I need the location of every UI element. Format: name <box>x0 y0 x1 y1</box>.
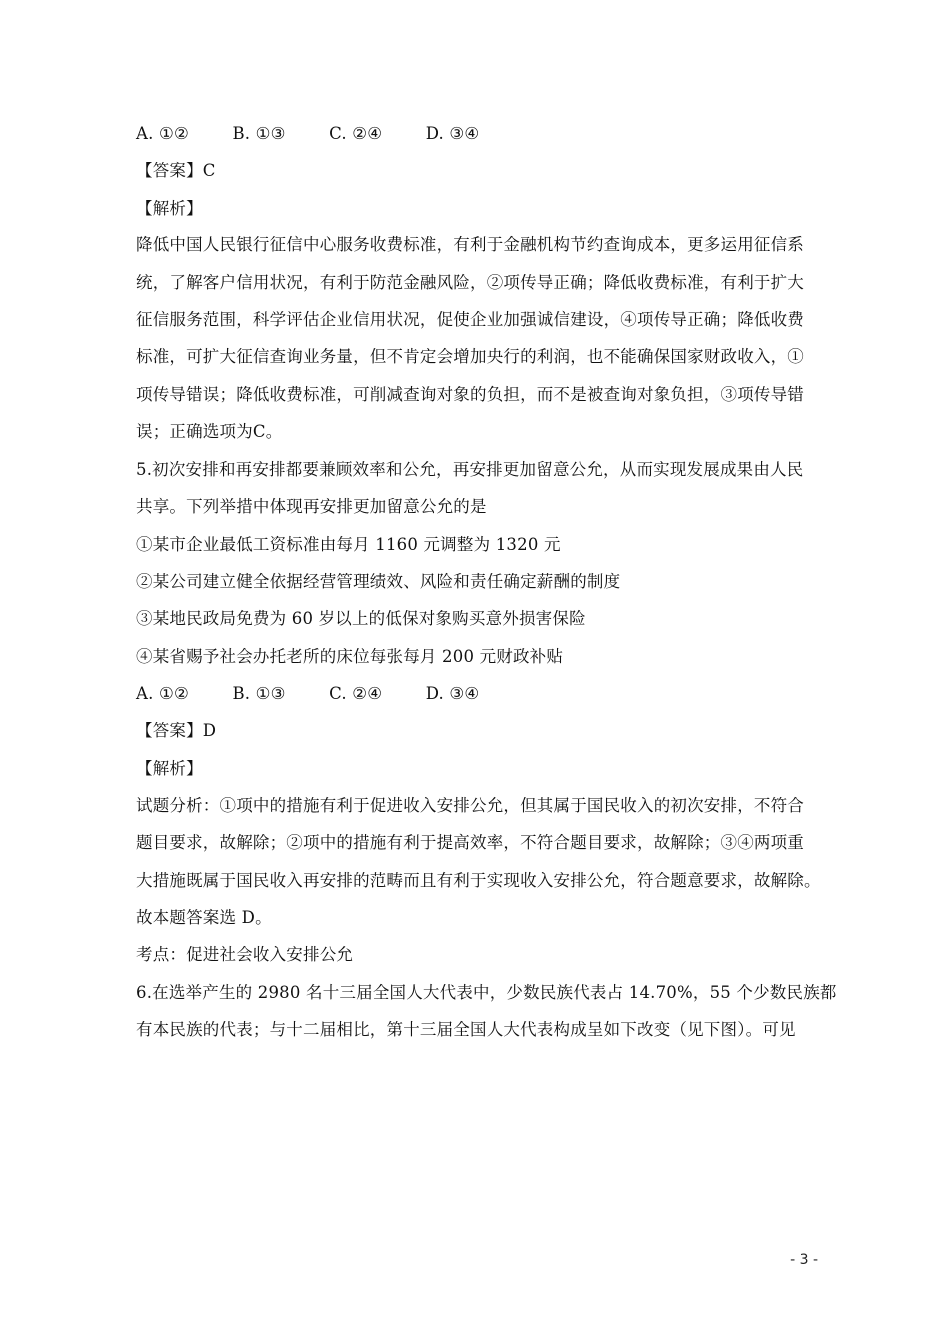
q5-options <box>136 684 826 704</box>
q6-stem-line: 6.在选举产生的 2980 名十三届全国人大代表中，少数民族代表占 14.70%，55 个少数民族都 <box>136 983 837 1002</box>
q4-analysis-line: 征信服务范围，科学评估企业信用状况，促使企业加强诚信建设，④项传导正确；降低收费 <box>136 310 804 329</box>
q4-analysis-label: 【解析】 <box>136 199 203 218</box>
q5-kaodian: 考点：促进社会收入安排公允 <box>136 945 354 964</box>
q4-answer: 【答案】C <box>136 161 216 180</box>
q5-option-c: C. ②④ <box>329 684 383 703</box>
q5-analysis-label: 【解析】 <box>136 759 203 778</box>
q5-item: ③某地民政局免费为 60 岁以上的低保对象购买意外损害保险 <box>136 609 586 628</box>
q4-option-b: B. ①③ <box>232 124 286 143</box>
q5-option-b: B. ①③ <box>232 684 286 703</box>
q5-stem-line: 5.初次安排和再安排都要兼顾效率和公允，再安排更加留意公允，从而实现发展成果由人民 <box>136 460 804 479</box>
q5-answer: 【答案】D <box>136 721 217 740</box>
q5-option-a: A. ①② <box>136 684 189 703</box>
q6-stem-line: 有本民族的代表；与十二届相比，第十三届全国人大代表构成呈如下改变（见下图）。可见 <box>136 1020 796 1039</box>
q5-analysis-line: 试题分析：①项中的措施有利于促进收入安排公允，但其属于国民收入的初次安排，不符合 <box>136 796 804 815</box>
q4-analysis-line: 标准，可扩大征信查询业务量，但不肯定会增加央行的利润，也不能确保国家财政收入，① <box>136 347 804 366</box>
q4-analysis-line: 误；正确选项为C。 <box>136 422 283 441</box>
q5-analysis-line: 题目要求，故解除；②项中的措施有利于提高效率，不符合题目要求，故解除；③④两项重 <box>136 833 804 852</box>
q4-analysis-line: 降低中国人民银行征信中心服务收费标准，有利于金融机构节约查询成本，更多运用征信系 <box>136 235 804 254</box>
q5-stem-line: 共享。下列举措中体现再安排更加留意公允的是 <box>136 497 487 516</box>
q5-item: ①某市企业最低工资标准由每月 1160 元调整为 1320 元 <box>136 535 561 554</box>
q5-item: ②某公司建立健全依据经营管理绩效、风险和责任确定薪酬的制度 <box>136 572 621 591</box>
q4-option-a: A. ①② <box>136 124 189 143</box>
q5-analysis-line: 大措施既属于国民收入再安排的范畴而且有利于实现收入安排公允，符合题意要求，故解除。 <box>136 871 821 890</box>
q5-item: ④某省赐予社会办托老所的床位每张每月 200 元财政补贴 <box>136 647 564 666</box>
q4-option-d: D. ③④ <box>425 124 480 143</box>
q4-options <box>136 124 826 144</box>
q4-analysis-line: 项传导错误；降低收费标准，可削减查询对象的负担，而不是被查询对象负担，③项传导错 <box>136 385 804 404</box>
q5-option-d: D. ③④ <box>425 684 480 703</box>
page-number: - 3 - <box>790 1252 818 1268</box>
q4-option-c: C. ②④ <box>329 124 383 143</box>
q4-analysis-line: 统，了解客户信用状况，有利于防范金融风险，②项传导正确；降低收费标准，有利于扩大 <box>136 273 804 292</box>
q5-analysis-line: 故本题答案选 D。 <box>136 908 272 927</box>
